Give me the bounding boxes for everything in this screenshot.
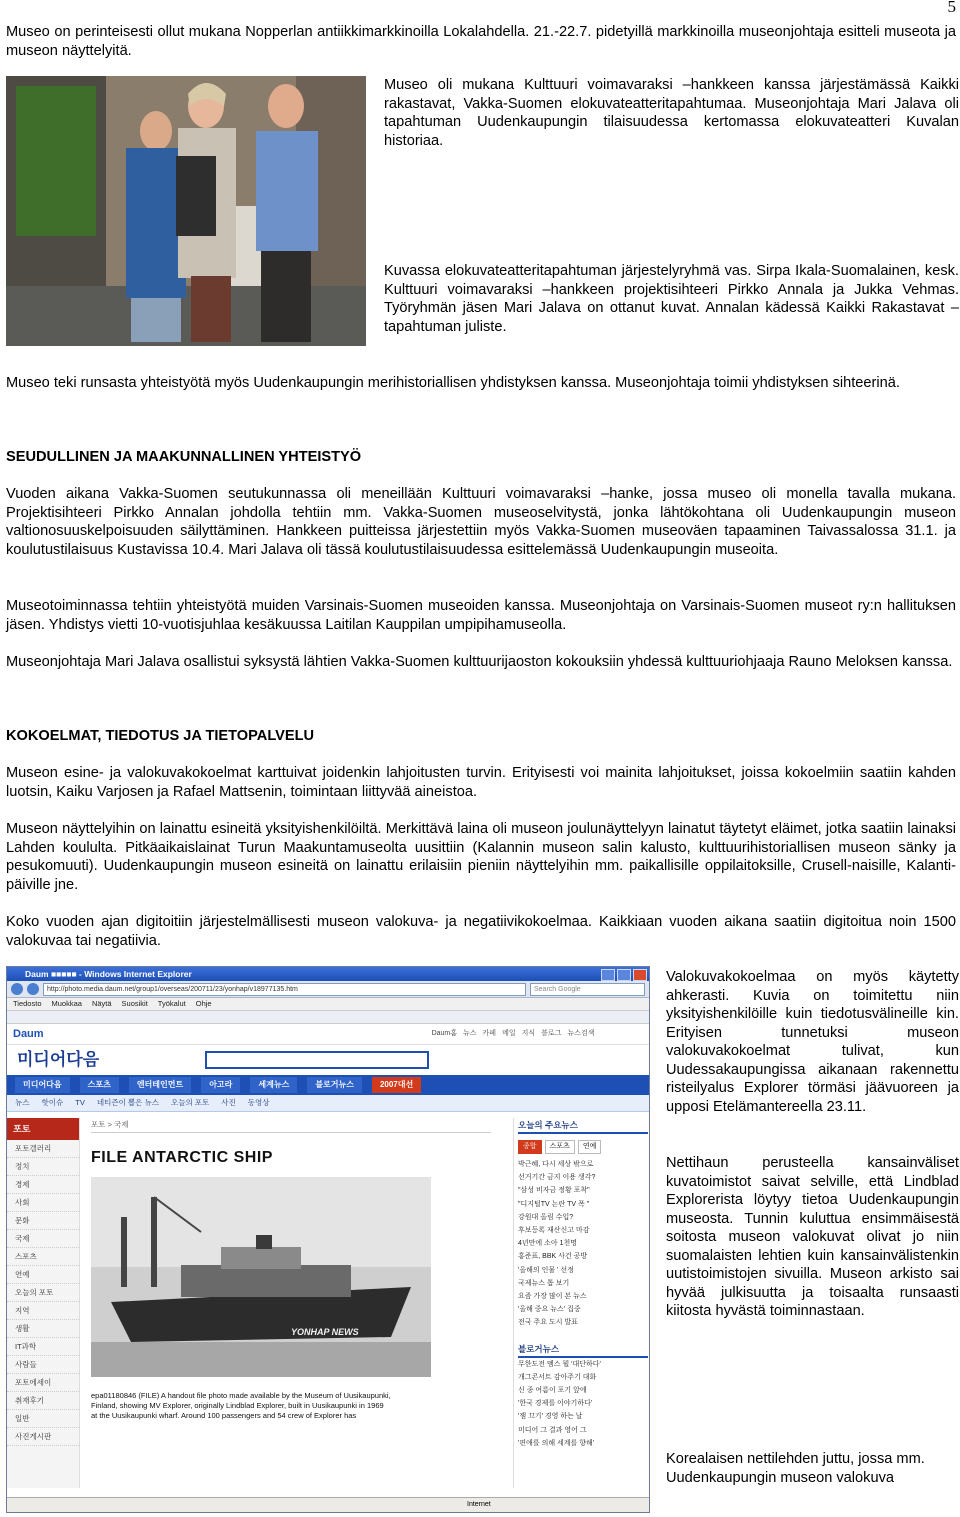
news-link[interactable]: 선거기간 금지 이용 생각?: [518, 1174, 596, 1182]
sub-nav-item[interactable]: 오늘의 포토: [170, 1098, 210, 1107]
photo1-caption: Kuvassa elokuvateatteritapahtuman järjestelyryhmä vas. Sirpa Ikala-Suomalainen, kesk. Kulttuuri voimavaraksi –hankkeen projektisihteeri Pirkko Annala ja Jukka Vehmas. Työryhmän jäsen Mari Jalava on ottanut kuvat. Annalan kädessä Kaikki Rakastavat –tapahtuman juliste.: [384, 263, 959, 335]
status-text: Internet: [467, 1501, 491, 1508]
cooperation-paragraph-2: Museotoiminnassa tehtiin yhteistyötä muiden Varsinais-Suomen museoiden kanssa. Museonjohtaja on Varsinais-Suomen museot ry:n hallituksen jäsen. Yhdistys vietti 10-vuotisjuhlaa kesäkuussa Laitilan Kauppilan umpipihamuseolla.: [6, 598, 956, 633]
top-link[interactable]: 뉴스검색: [567, 1030, 595, 1037]
sub-nav-item[interactable]: TV: [75, 1098, 85, 1107]
media-daum-logo[interactable]: 미디어다음: [17, 1050, 100, 1069]
daum-logo[interactable]: Daum: [13, 1028, 44, 1040]
maritime-paragraph: Museo teki runsasta yhteistyötä myös Uudenkaupungin merihistoriallisen yhdistyksen kanssa. Museonjohtaja toimii yhdistyksen sihteerinä.: [6, 375, 900, 391]
collections-paragraph-1: Museon esine- ja valokuvakokoelmat karttuivat joidenkin lahjoitusten turvin. Erityisesti voi mainita lahjoitukset, joissa kokoelmiin saatiin kahden luotsin, Kaiku Varjosen ja Rafael Mattsenin, toimintaan liittyvää aineistoa.: [6, 765, 956, 800]
collections-paragraph-2: Museon näyttelyihin on lainattu esineitä yksityishenkilöiltä. Merkittävä laina oli museon joulunäyttelyyn lainatut täytetyt eläimet, jotka saatiin lainaksi Lahden koululta. Pitkäaikaislainat Turun Maakuntamuseolta uusittiin (Kalannin museon salin kalusto, kulttuurihistoriallisen museon sänky ja pesukomuuti). Uudenkaupungin museon esineitä on lainattu erilaisiin pieniin näyttelyihin mm. paikallisille oppilaitoksille, Crusell-naisille, Kalanti-päiville jne.: [6, 821, 956, 893]
sidebar-item[interactable]: 포토갤러리: [7, 1140, 79, 1158]
main-nav-item[interactable]: 세계뉴스: [250, 1077, 297, 1093]
main-nav-item[interactable]: 2007대선: [372, 1077, 421, 1093]
sidebar-item[interactable]: 지역: [7, 1302, 79, 1320]
main-nav-item[interactable]: 스포츠: [80, 1077, 119, 1093]
browser-title-bar: [7, 967, 649, 981]
sub-nav-item[interactable]: 네티즌이 뽑은 뉴스: [96, 1098, 159, 1107]
sidebar-item[interactable]: 오늘의 포토: [7, 1284, 79, 1302]
collections-paragraph-3: Koko vuoden ajan digitoitiin järjestelmällisesti museon valokuva- ja negatiivikokoelmaa. Kaikkiaan vuoden aikana saatiin digitoitua noin 1500 valokuvaa tai negatiivia.: [6, 914, 956, 949]
sub-nav-item[interactable]: 핫이슈: [41, 1098, 64, 1107]
main-nav-item[interactable]: 블로거뉴스: [307, 1077, 362, 1093]
sub-nav-item[interactable]: 동영상: [247, 1098, 270, 1107]
photo1-text: Museo oli mukana Kulttuuri voimavaraksi –hankkeen kanssa järjestämässä Kaikki rakastavat, Vakka-Suomen elokuvateatteritapahtumaa. Museonjohtaja Mari Jalava oli tapahtuman Uudenkaupungin tilaisuudessa kertomassa elokuvateatteri Kuvalan historiaa.: [384, 77, 959, 149]
site-search-box[interactable]: [205, 1051, 429, 1069]
blog-link[interactable]: '편애를 의해 세계를 향해': [518, 1439, 595, 1447]
news-link[interactable]: 4년만에 소아 1천명: [518, 1240, 578, 1248]
favorites-bar: [7, 1011, 649, 1024]
news-link[interactable]: 박근혜, 다시 세상 밖으로: [518, 1161, 594, 1168]
intro-paragraph: Museo on perinteisesti ollut mukana Nopperlan antiikkimarkkinoilla Lokalahdella. 21.-22.7. pidetyillä markkinoilla museonjohtaja esitteli museota ja museon näyttelyitä.: [6, 24, 956, 59]
section-heading-collections: KOKOELMAT, TIEDOTUS JA TIETOPALVELU: [6, 728, 315, 744]
sub-nav-item[interactable]: 뉴스: [15, 1098, 30, 1107]
news-link[interactable]: '올해의 인물 ' 선정: [518, 1266, 574, 1274]
blog-link[interactable]: '잼 끄기' 경영 하는 날: [518, 1413, 583, 1421]
top-link[interactable]: 뉴스: [463, 1030, 477, 1037]
browser-menu-bar: [7, 998, 649, 1011]
menu-view[interactable]: Näytä: [91, 999, 112, 1008]
menu-help[interactable]: Ohje: [195, 999, 212, 1008]
menu-file[interactable]: Tiedosto: [13, 999, 42, 1008]
sub-nav: [7, 1095, 649, 1112]
story-title: FILE ANTARCTIC SHIP: [91, 1149, 273, 1166]
blog-link[interactable]: 무한도전 멤스 뭘 '대단하다': [518, 1360, 601, 1368]
menu-edit[interactable]: Muokkaa: [51, 999, 82, 1008]
forward-icon[interactable]: [27, 983, 39, 995]
blog-link[interactable]: 신 종 여름이 포기 앞에: [518, 1387, 587, 1395]
browser-title: Daum ■■■■■ - Windows Internet Explorer: [25, 969, 192, 979]
sidebar-item[interactable]: 사람들: [7, 1356, 79, 1374]
search-input[interactable]: Search Google: [530, 983, 645, 996]
right-column-paragraph-2: Nettihaun perusteella kansainväliset kuvatoimistot saivat selville, että Lindblad Explorerista löytyy tietoa Uudenkaupungin museosta. Tunnin kuluttua ensimmäisestä soitosta museon valokuvat olivat jo niin suomalaisten lehtien kuin kansainvälistenkin uutistoimistojen sivuilla. Museon arkisto sai hyvää julkisuutta ja toisaalta runsaasti kiitosta hyvästä toiminnastaan.: [666, 1155, 959, 1319]
main-nav: [7, 1075, 649, 1095]
sidebar-item[interactable]: 사회: [7, 1194, 79, 1212]
sidebar-item[interactable]: 생활: [7, 1320, 79, 1338]
tab-entertainment[interactable]: 연예: [578, 1140, 602, 1154]
media-daum-logo-row: [7, 1045, 649, 1075]
minimize-icon[interactable]: [601, 969, 615, 981]
sidebar-item[interactable]: 스포츠: [7, 1248, 79, 1266]
screenshot-caption: Korealaisen nettilehden juttu, jossa mm. Uudenkaupungin museon valokuva: [666, 1451, 925, 1486]
address-bar: [7, 981, 649, 998]
menu-tools[interactable]: Työkalut: [157, 999, 186, 1008]
news-link[interactable]: '올해 중요 뉴스' 집중: [518, 1306, 581, 1314]
cooperation-paragraph-1: Vuoden aikana Vakka-Suomen seutukunnassa oli meneillään Kulttuuri voimavaraksi –hanke, jossa museo oli monella tavalla mukana. Projektisihteeri Pirkko Annalan johdolla tehtiin mm. Vakka-Suomen museoselvitystä, jonka lähtökohtana oli Uudenkaupungin museon valtionosuuskelpoisuuden säilyttäminen. Hankkeen puitteissa järjestettiin myös Vakka-Suomen museoväen tapaaminen Taivassalossa 31.1. ja koulutustilaisuus Kustavissa 10.4. Mari Jalava oli tässä koulutustilaisuudessa esittelemässä Uudenkaupungin museoita.: [6, 486, 956, 558]
sub-nav-item[interactable]: 사진: [221, 1098, 236, 1107]
cooperation-paragraph-3: Museonjohtaja Mari Jalava osallistui syksystä lähtien Vakka-Suomen kulttuurijaoston kokouksiin yhdessä kulttuuriohjaaja Rauno Meloksen kanssa.: [6, 654, 953, 670]
daum-top-bar: [7, 1024, 649, 1045]
sidebar-item[interactable]: 사진게시판: [7, 1428, 79, 1446]
sidebar-item[interactable]: 국제: [7, 1230, 79, 1248]
news-link[interactable]: 홍준표, BBK 사건 공방: [518, 1253, 588, 1261]
tab-overall[interactable]: 종합: [518, 1140, 542, 1154]
section-heading-cooperation: SEUDULLINEN JA MAAKUNNALLINEN YHTEISTYÖ: [6, 449, 362, 465]
close-icon[interactable]: [633, 969, 647, 981]
page-number: 5: [947, 0, 956, 16]
watermark: YONHAP NEWS: [291, 1327, 359, 1337]
top-link[interactable]: 카페: [482, 1030, 497, 1037]
sidebar-item[interactable]: 취재후기: [7, 1392, 79, 1410]
sidebar-item[interactable]: 문화: [7, 1212, 79, 1230]
news-link[interactable]: 강원대 올림 수입?: [518, 1213, 574, 1221]
main-nav-item[interactable]: 미디어다음: [15, 1077, 70, 1093]
sidebar-item[interactable]: 포토에세이: [7, 1374, 79, 1392]
news-link[interactable]: 전국 주요 도시 발표: [518, 1319, 578, 1327]
event-group-photo: [6, 76, 366, 346]
blog-link[interactable]: 미디어 그 결과 영어 그: [518, 1426, 587, 1434]
sidebar-item[interactable]: 경제: [7, 1176, 79, 1194]
main-nav-item[interactable]: 아고라: [201, 1077, 240, 1093]
korean-news-screenshot: [6, 966, 650, 1513]
news-link[interactable]: 요즘 가장 많이 본 뉴스: [518, 1293, 587, 1301]
ship-photo: [91, 1177, 431, 1377]
right-sidebar-header: 오늘의 주요뉴스: [518, 1118, 648, 1134]
address-input[interactable]: http://photo.media.daum.net/group1/overseas/200711/23/yonhap/v18977135.htm: [43, 983, 526, 996]
news-link[interactable]: "디지털TV 논란 TV 폭 ": [518, 1200, 590, 1208]
main-nav-item[interactable]: 엔터테인먼트: [129, 1077, 191, 1093]
news-link[interactable]: 국제뉴스 톱 보기: [518, 1279, 570, 1287]
left-sidebar: [7, 1118, 80, 1488]
blog-link[interactable]: '한국 경제를 이야기하다': [518, 1400, 593, 1408]
blog-link[interactable]: 개그콘서트 감아주기 대화: [518, 1373, 597, 1381]
right-sidebar: [513, 1118, 648, 1488]
breadcrumb: 포토 > 국제: [91, 1118, 491, 1133]
sidebar-header: 포토: [7, 1118, 79, 1140]
back-icon[interactable]: [11, 983, 23, 995]
sidebar-item[interactable]: 정치: [7, 1158, 79, 1176]
article-area: [91, 1118, 491, 1488]
sidebar-item[interactable]: IT과학: [7, 1338, 79, 1356]
top-link[interactable]: 메일: [502, 1030, 516, 1037]
tab-sports[interactable]: 스포츠: [545, 1140, 575, 1154]
blogger-news-header: 블로거뉴스: [518, 1342, 648, 1358]
sidebar-item[interactable]: 일반: [7, 1410, 79, 1428]
maximize-icon[interactable]: [617, 969, 631, 981]
top-link[interactable]: 지식: [521, 1030, 536, 1037]
top-link[interactable]: 블로그: [541, 1030, 562, 1037]
top-link[interactable]: Daum홈: [431, 1030, 457, 1037]
photo-caption: epa01180846 (FILE) A handout file photo made available by the Museum of Uusikaupunki, Finland, showing MV Explorer, originally Lindblad Explorer, built in Uusikaupunki in 1969 at the Uusikaupunki wharf. Around 100 passengers and 54 crew of Explorer has: [91, 1391, 391, 1420]
news-link[interactable]: "삼성 비자금 정황 포착": [518, 1187, 590, 1195]
right-column-paragraph-1: Valokuvakokoelmaa on myös käytetty ahkerasti. Kuvia on toimitettu niin yksityishenkilöille kuin tiedotusvälineille kin. Erityisen tunnetuksi museon valokuvakokoelmat tulivat, kun Uudessakaupungissa aikanaan rakennettu risteilyalus Explorer törmäsi jäävuoreen ja upposi Etelämantereella 23.11.: [666, 969, 959, 1115]
sidebar-item[interactable]: 연예: [7, 1266, 79, 1284]
news-link[interactable]: 후보등록 재산신고 마감: [518, 1227, 590, 1235]
browser-status-bar: [7, 1497, 649, 1512]
menu-favorites[interactable]: Suosikit: [121, 999, 148, 1008]
